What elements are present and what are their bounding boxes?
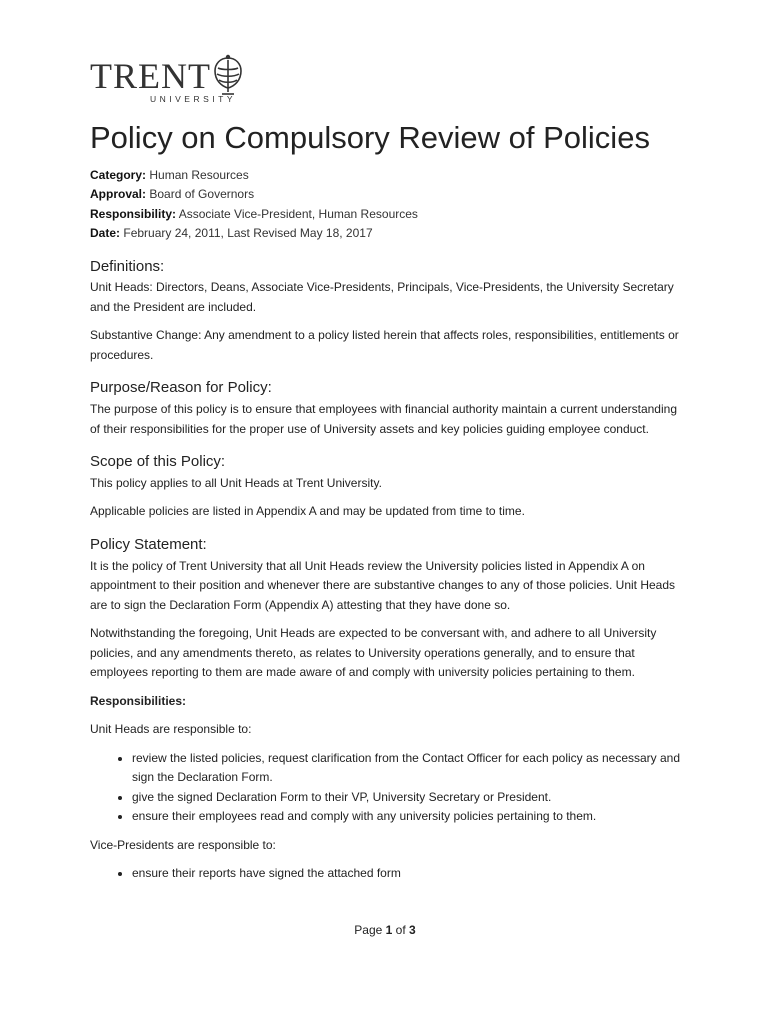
meta-date: Date: February 24, 2011, Last Revised May 18, 2017 <box>90 226 373 241</box>
list-item: • review the listed policies, request clarification from the Contact Officer for each policy as necessary and sign the Declaration Form. <box>132 749 690 788</box>
page-title: Policy on Compulsory Review of Policies <box>90 120 650 155</box>
unit-heads-list <box>90 749 690 827</box>
definitions-substantive-change: Substantive Change: Any amendment to a policy listed herein that affects roles, responsibilities, entitlements or procedures. <box>90 328 679 362</box>
definitions-unit-heads: Unit Heads: Directors, Deans, Associate Vice-Presidents, Principals, Vice-Presidents, the University Secretary and the President are included. <box>90 280 674 314</box>
definitions-heading: Definitions: <box>90 257 165 275</box>
scope-paragraph-2: Applicable policies are listed in Appendix A and may be updated from time to time. <box>90 504 525 519</box>
logo-emblem-icon <box>210 54 246 98</box>
purpose-heading: Purpose/Reason for Policy: <box>90 379 272 397</box>
logo-subtitle: UNIVERSITY <box>150 94 237 104</box>
meta-approval: Approval: Board of Governors <box>90 187 255 202</box>
scope-paragraph-1: This policy applies to all Unit Heads at Trent University. <box>90 475 382 490</box>
vice-presidents-list <box>90 864 690 884</box>
policy-metadata <box>90 166 690 244</box>
meta-category: Category: Human Resources <box>90 167 249 182</box>
trent-university-logo <box>90 54 250 106</box>
unit-heads-intro: Unit Heads are responsible to: <box>90 722 252 737</box>
current-page-number: 1 <box>385 923 393 937</box>
scope-heading: Scope of this Policy: <box>90 453 226 471</box>
document-body <box>90 120 690 893</box>
vice-presidents-intro: Vice-Presidents are responsible to: <box>90 837 276 852</box>
policy-statement-paragraph-2: Notwithstanding the foregoing, Unit Heads are expected to be conversant with, and adhere to all University policies, and any amendments thereto, as relates to University operations generally, and to ensure that employees reporting to them are made aware of and comply with university policies pertaining to them. <box>90 626 657 680</box>
list-item: • give the signed Declaration Form to their VP, University Secretary or President. <box>132 788 690 808</box>
meta-responsibility: Responsibility: Associate Vice-President, Human Resources <box>90 206 418 221</box>
total-page-count: 3 <box>409 923 416 937</box>
list-item: • ensure their employees read and comply with any university policies pertaining to them. <box>132 807 690 827</box>
policy-statement-heading: Policy Statement: <box>90 535 207 553</box>
page-number-footer: Page 1 of 3 <box>354 923 416 937</box>
logo-wordmark: TRENT <box>90 56 211 96</box>
policy-statement-paragraph-1: It is the policy of Trent University that all Unit Heads review the University policies listed in Appendix A on appointment to their position and whenever there are substantive changes to any of those policies. Unit Heads are to sign the Declaration Form (Appendix A) attesting that they have done so. <box>90 558 676 612</box>
responsibilities-heading: Responsibilities: <box>90 693 187 708</box>
list-item: • ensure their reports have signed the attached form <box>132 864 690 884</box>
purpose-paragraph: The purpose of this policy is to ensure that employees with financial authority maintain a current understanding of their responsibilities for the proper use of University assets and key policies guiding employee conduct. <box>90 402 677 436</box>
